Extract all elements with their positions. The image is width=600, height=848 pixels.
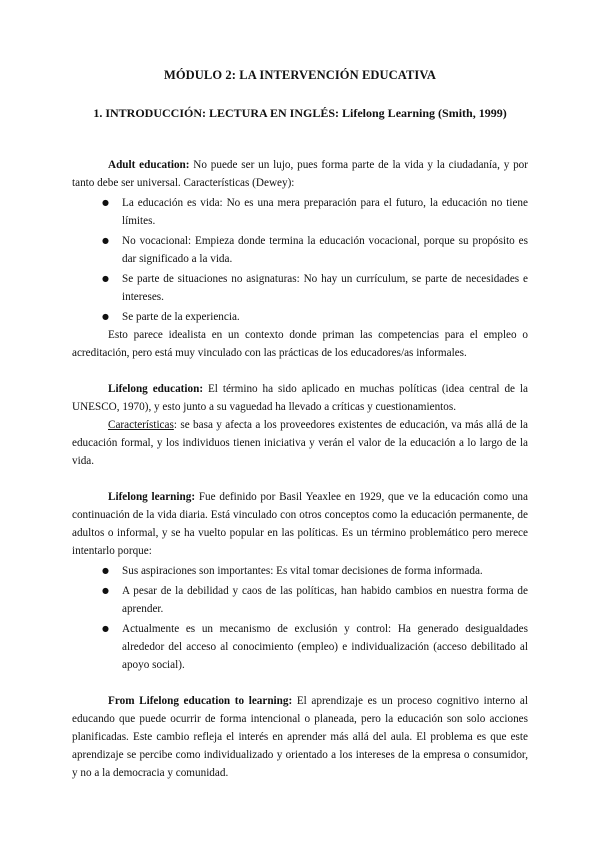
lifelong-learning-text: Fue definido por Basil Yeaxlee en 1929, que ve la educación como una continuación de la vida diaria. Está vinculado con otros conceptos como la educación permanente, de adultos o informal, y se ha vuelto popular en las políticas. Es un término problemático pero merece intentarlo porque: (72, 491, 528, 557)
from-education-to-learning-paragraph (72, 692, 528, 782)
lifelong-education-characteristics (72, 416, 528, 470)
lifelong-education-text: El término ha sido aplicado en muchas políticas (idea central de la UNESCO, 1970), y esto junto a su vaguedad ha llevado a críticas y cuestionamientos. (72, 383, 529, 413)
adult-education-list (72, 194, 528, 326)
adult-education-text: No puede ser un lujo, pues forma parte de la vida y la ciudadanía, y por tanto debe ser universal. Características (Dewey): (72, 159, 528, 189)
list-item: ● Actualmente es un mecanismo de exclusión y control: Ha generado desigualdades alrededor del acceso al conocimiento (empleo) e individualización (acceso debilitado al apoyo social). (102, 620, 528, 674)
list-item: ● A pesar de la debilidad y caos de las políticas, han habido cambios en nuestra forma de aprender. (102, 582, 528, 618)
list-item: ● No vocacional: Empieza donde termina la educación vocacional, porque su propósito es dar significado a la vida. (102, 232, 528, 268)
characteristics-text: : se basa y afecta a los proveedores existentes de educación, va más allá de la educación formal, y los individuos tienen iniciativa y verán el valor de la educación a lo largo de la vida. (72, 419, 528, 467)
list-item: ● La educación es vida: No es una mera preparación para el futuro, la educación no tiene límites. (102, 194, 528, 230)
from-education-to-learning-term: From Lifelong education to learning: (108, 695, 293, 707)
from-education-to-learning-text: El aprendizaje es un proceso cognitivo interno al educando que puede ocurrir de forma intencional o planeada, pero la educación son solo acciones planificadas. Este cambio refleja el interés en aprender más allá del aula. El problema es que este aprendizaje se percibe como individualizado y orientado a los intereses de la empresa o consumidor, y no a la democracia y comunidad. (72, 695, 528, 779)
lifelong-education-paragraph (72, 380, 528, 416)
section-heading-reference: Lifelong Learning (Smith, 1999) (342, 106, 507, 120)
page-title: MÓDULO 2: LA INTERVENCIÓN EDUCATIVA (163, 68, 437, 82)
section-heading-prefix: 1. INTRODUCCIÓN: LECTURA EN INGLÉS: (93, 106, 343, 120)
section-heading (72, 104, 528, 122)
lifelong-learning-list (72, 562, 528, 674)
lifelong-learning-term: Lifelong learning: (108, 491, 196, 503)
lifelong-education-term: Lifelong education: (108, 383, 204, 395)
adult-education-term: Adult education: (108, 159, 190, 171)
lifelong-learning-paragraph (72, 488, 528, 560)
list-item: ● Se parte de situaciones no asignaturas: No hay un currículum, se parte de necesidades e intereses. (102, 270, 528, 306)
adult-education-paragraph (72, 156, 528, 192)
characteristics-label: Características (108, 419, 174, 431)
list-item: ● Se parte de la experiencia. (102, 308, 528, 326)
list-item: ● Sus aspiraciones son importantes: Es vital tomar decisiones de forma informada. (102, 562, 528, 580)
adult-education-closing: Esto parece idealista en un contexto donde priman las competencias para el empleo o acreditación, pero está muy vinculado con las prácticas de los educadores/as informales. (72, 329, 528, 359)
